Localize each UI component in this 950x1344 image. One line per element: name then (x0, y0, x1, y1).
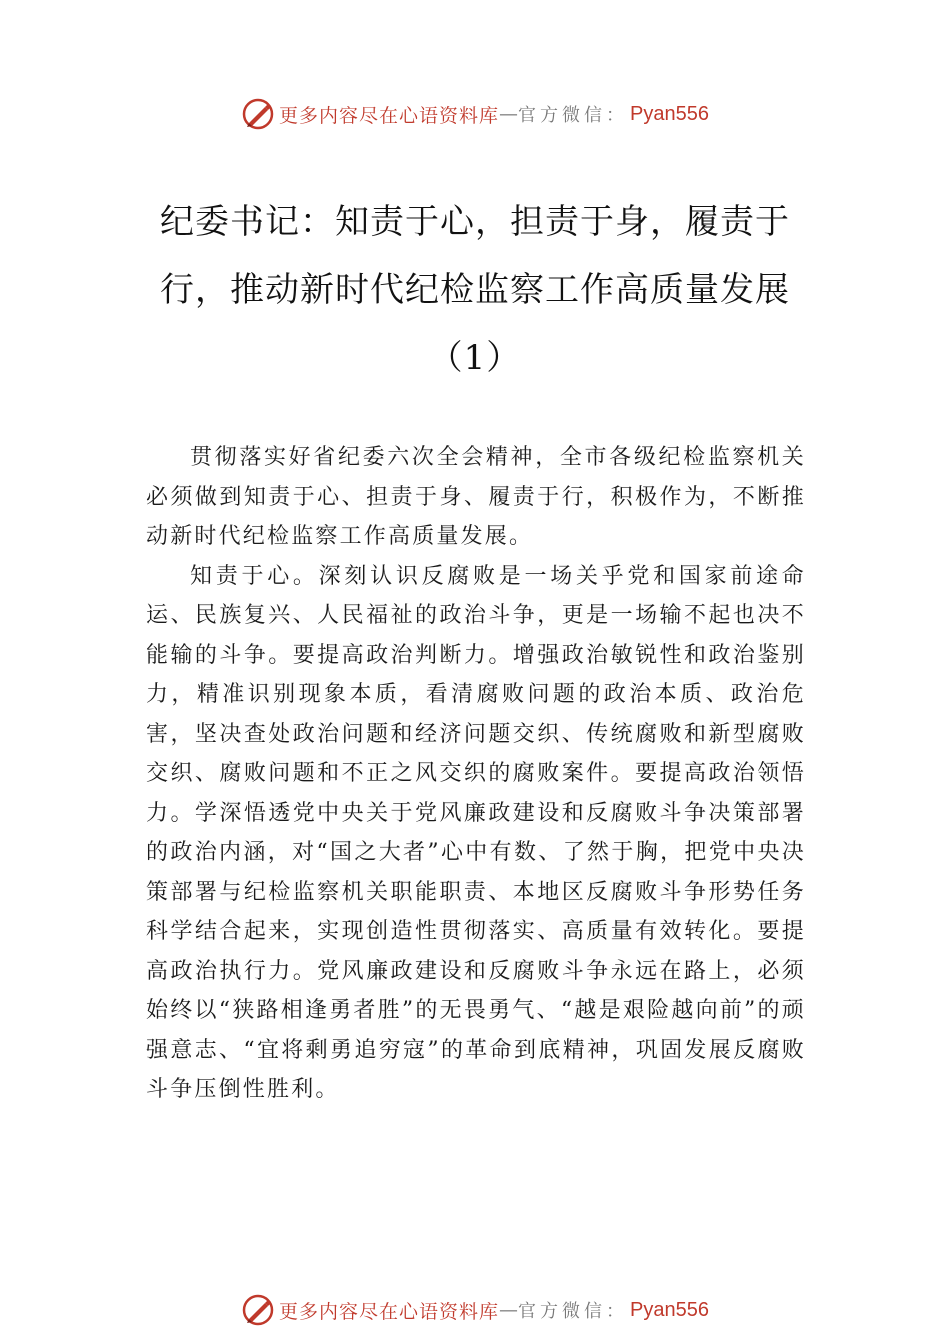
pen-circle-logo-icon (241, 97, 275, 131)
title-line-2: 行，推动新时代纪检监察工作高质量发展 (160, 270, 790, 310)
body-paragraph-2: 知责于心。深刻认识反腐败是一场关乎党和国家前途命运、民族复兴、人民福祉的政治斗争，更是一场输不起也决不能输的斗争。要提高政治判断力。增强政治敏锐性和政治鉴别力，精准识别现象本质，看清腐败问题的政治本质、政治危害，坚决查处政治问题和经济问题交织、传统腐败和新型腐败交织、腐败问题和不正之风交织的腐败案件。要提高政治领悟力。学深悟透党中央关于党风廉政建设和反腐败斗争决策部署的政治内涵，对“国之大者”心中有数、了然于胸，把党中央决策部署与纪检监察机关职能职责、本地区反腐败斗争形势任务科学结合起来，实现创造性贯彻落实、高质量有效转化。要提高政治执行力。党风廉政建设和反腐败斗争永远在路上，必须始终以“狭路相逢勇者胜”的无畏勇气、“越是艰险越向前”的顽强意志、“宜将剩勇追穷寇”的革命到底精神，巩固发展反腐败斗争压倒性胜利。 (146, 563, 806, 1102)
watermark-wechat-label: 官方微信： (518, 105, 629, 126)
title-line-1: 纪委书记：知责于心，担责于身，履责于 (160, 202, 790, 242)
watermark-dash: — (499, 103, 519, 125)
footer-watermark (0, 1290, 950, 1330)
document-body (146, 438, 806, 1110)
title-line-3: （1） (428, 338, 522, 378)
body-paragraph-1: 贯彻落实好省纪委六次全会精神，全市各级纪检监察机关必须做到知责于心、担责于身、履责于行，积极作为，不断推动新时代纪检监察工作高质量发展。 (146, 445, 806, 549)
pen-circle-logo-icon (241, 1293, 275, 1327)
watermark-wechat-label: 官方微信： (518, 1301, 629, 1322)
watermark-wechat-id: Pyan556 (630, 102, 709, 125)
watermark-dash: — (499, 1299, 519, 1321)
watermark-brand-text: 更多内容尽在心语资料库 (279, 104, 500, 127)
watermark-wechat-id: Pyan556 (630, 1298, 709, 1321)
watermark-brand-text: 更多内容尽在心语资料库 (279, 1300, 500, 1323)
header-watermark (0, 94, 950, 134)
document-title (140, 188, 810, 392)
